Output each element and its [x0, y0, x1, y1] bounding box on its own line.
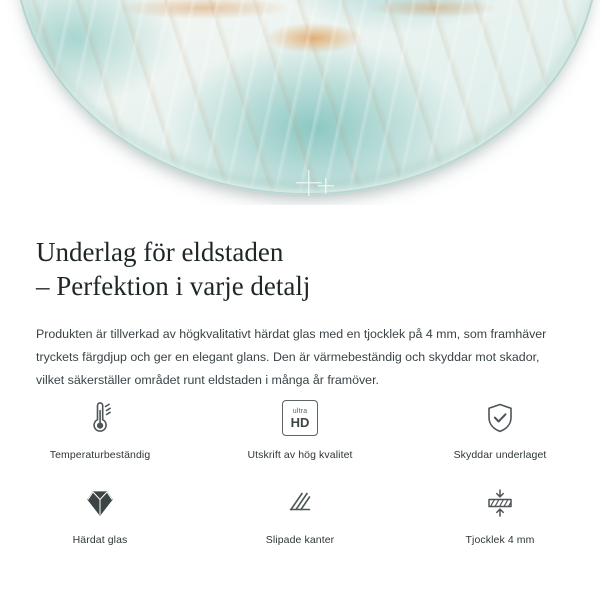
ultra-hd-icon	[282, 396, 318, 440]
page-title	[36, 235, 556, 303]
ultra-text: ultra	[292, 407, 308, 415]
thermometer-icon	[80, 396, 120, 440]
round-marble-glass-plate	[14, 0, 599, 195]
feature-label: Utskrift av hög kvalitet	[247, 449, 353, 461]
feature-grid	[0, 396, 600, 546]
content-block	[0, 205, 600, 392]
feature-label: Slipade kanter	[265, 534, 335, 546]
feature-item-print-quality	[200, 396, 400, 461]
feature-label: Skyddar underlaget	[453, 449, 547, 461]
feature-item-temperature	[0, 396, 200, 461]
thickness-icon	[480, 481, 520, 525]
shield-check-icon	[480, 396, 520, 440]
feature-item-protection	[400, 396, 600, 461]
feature-label: Temperaturbeständig	[49, 449, 151, 461]
feature-item-tempered-glass	[0, 481, 200, 546]
diamond-icon	[80, 481, 120, 525]
body-paragraph: Produkten är tillverkad av högkvalitativt härdat glas med en tjocklek på 4 mm, som framhäver tryckets färgdjup och ger en elegant glans. Den är värmebeständig och skyddar mot skador, vilket säkerställer området runt eldstaden i många år framöver.	[36, 327, 547, 387]
feature-label: Härdat glas	[72, 534, 128, 546]
headline-line-1: Underlag för eldstaden	[36, 237, 284, 267]
feature-label: Tjocklek 4 mm	[465, 534, 535, 546]
polished-edges-icon	[280, 481, 320, 525]
hero-image	[0, 0, 600, 205]
headline-line-2: – Perfektion i varje detalj	[36, 271, 311, 301]
hd-text: HD	[290, 414, 310, 430]
feature-item-polished-edges	[200, 481, 400, 546]
feature-item-thickness	[400, 481, 600, 546]
